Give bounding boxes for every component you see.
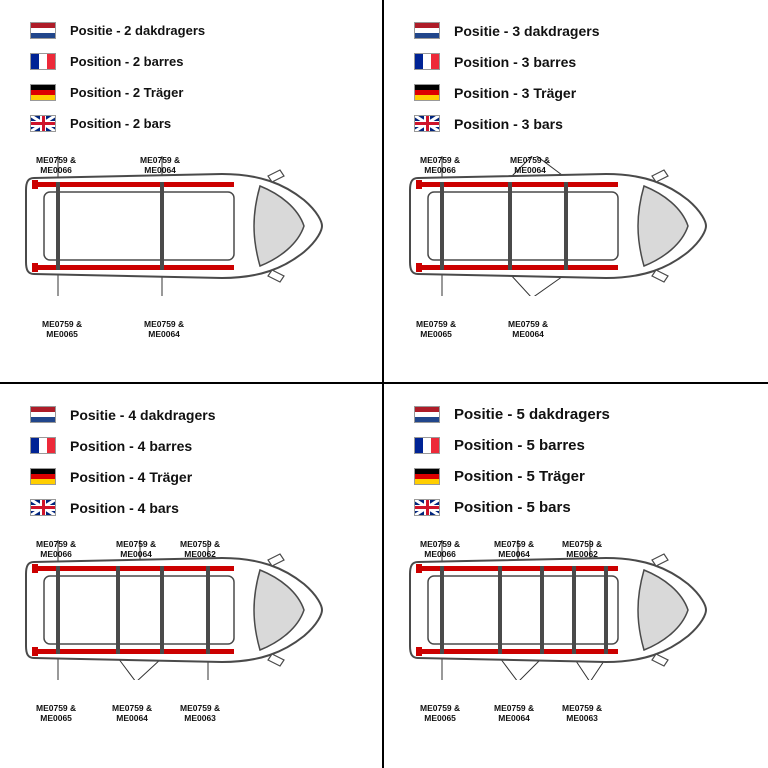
legend-row	[30, 84, 364, 101]
legend-label: Position - 4 bars	[70, 499, 179, 516]
legend-label: Position - 4 Träger	[70, 468, 193, 485]
legend-label: Position - 3 bars	[454, 115, 563, 132]
legend-label: Positie - 3 dakdragers	[454, 22, 600, 39]
panel-five-bars	[384, 384, 768, 768]
panel-four-bars	[0, 384, 384, 768]
panel-two-bars	[0, 0, 384, 384]
legend-row	[30, 115, 364, 132]
legend-three-bars	[414, 22, 750, 132]
callout-top: ME0759 & ME0062	[180, 539, 221, 559]
callout-top: ME0759 & ME0066	[420, 155, 461, 175]
legend-row	[30, 468, 364, 485]
legend-row	[30, 499, 364, 516]
legend-row	[414, 406, 750, 423]
van-top-view	[22, 156, 332, 296]
legend-label: Positie - 2 dakdragers	[70, 23, 206, 38]
legend-row	[414, 499, 750, 516]
flag-de-icon	[414, 468, 440, 485]
callout-top: ME0759 & ME0064	[494, 539, 535, 559]
legend-row	[30, 406, 364, 423]
callout-bottom: ME0759 & ME0064	[494, 703, 535, 723]
flag-nl-icon	[30, 406, 56, 423]
callout-bottom: ME0759 & ME0063	[180, 703, 221, 723]
panel-three-bars	[384, 0, 768, 384]
legend-label: Position - 3 barres	[454, 53, 577, 70]
flag-de-icon	[30, 84, 56, 101]
legend-row	[414, 468, 750, 485]
callout-bottom: ME0759 & ME0063	[562, 703, 603, 723]
callout-top: ME0759 & ME0066	[420, 539, 461, 559]
callout-top: ME0759 & ME0064	[140, 155, 181, 175]
legend-five-bars	[414, 406, 750, 516]
legend-label: Position - 3 Träger	[454, 84, 577, 101]
legend-row	[414, 115, 750, 132]
van-diagram-four-bars	[22, 539, 364, 723]
flag-fr-icon	[414, 437, 440, 454]
flag-gb-icon	[30, 115, 56, 132]
legend-row	[414, 84, 750, 101]
legend-label: Position - 2 Träger	[70, 85, 184, 100]
legend-label: Positie - 4 dakdragers	[70, 406, 216, 423]
legend-label: Position - 2 barres	[70, 54, 184, 69]
callout-top: ME0759 & ME0064	[116, 539, 157, 559]
flag-fr-icon	[414, 53, 440, 70]
callout-top: ME0759 & ME0066	[36, 155, 77, 175]
legend-row	[30, 53, 364, 70]
van-diagram-five-bars	[406, 539, 750, 723]
legend-label: Positie - 5 dakdragers	[454, 406, 610, 423]
flag-gb-icon	[30, 499, 56, 516]
legend-row	[30, 22, 364, 39]
callout-top: ME0759 & ME0066	[36, 539, 77, 559]
flag-nl-icon	[414, 406, 440, 423]
callout-bottom: ME0759 & ME0064	[112, 703, 153, 723]
legend-label: Position - 2 bars	[70, 116, 172, 131]
legend-four-bars	[30, 406, 364, 516]
callout-bottom: ME0759 & ME0064	[144, 319, 185, 339]
flag-de-icon	[414, 84, 440, 101]
legend-label: Position - 5 bars	[454, 499, 571, 516]
flag-nl-icon	[30, 22, 56, 39]
flag-fr-icon	[30, 53, 56, 70]
van-diagram-three-bars	[406, 155, 750, 339]
legend-label: Position - 5 barres	[454, 437, 585, 454]
flag-fr-icon	[30, 437, 56, 454]
van-top-view	[22, 540, 332, 680]
legend-row	[414, 22, 750, 39]
callout-bottom: ME0759 & ME0065	[36, 703, 77, 723]
callout-top: ME0759 & ME0062	[562, 539, 603, 559]
van-top-view	[406, 156, 716, 296]
flag-gb-icon	[414, 115, 440, 132]
legend-label: Position - 5 Träger	[454, 468, 585, 485]
callout-bottom: ME0759 & ME0065	[42, 319, 83, 339]
legend-label: Position - 4 barres	[70, 437, 193, 454]
callout-bottom: ME0759 & ME0065	[420, 703, 461, 723]
flag-gb-icon	[414, 499, 440, 516]
legend-row	[414, 437, 750, 454]
legend-two-bars	[30, 22, 364, 132]
callout-top: ME0759 & ME0064	[510, 155, 551, 175]
callout-bottom: ME0759 & ME0064	[508, 319, 549, 339]
flag-nl-icon	[414, 22, 440, 39]
van-diagram-two-bars	[22, 155, 364, 339]
legend-row	[30, 437, 364, 454]
van-top-view	[406, 540, 716, 680]
flag-de-icon	[30, 468, 56, 485]
callout-bottom: ME0759 & ME0065	[416, 319, 457, 339]
legend-row	[414, 53, 750, 70]
